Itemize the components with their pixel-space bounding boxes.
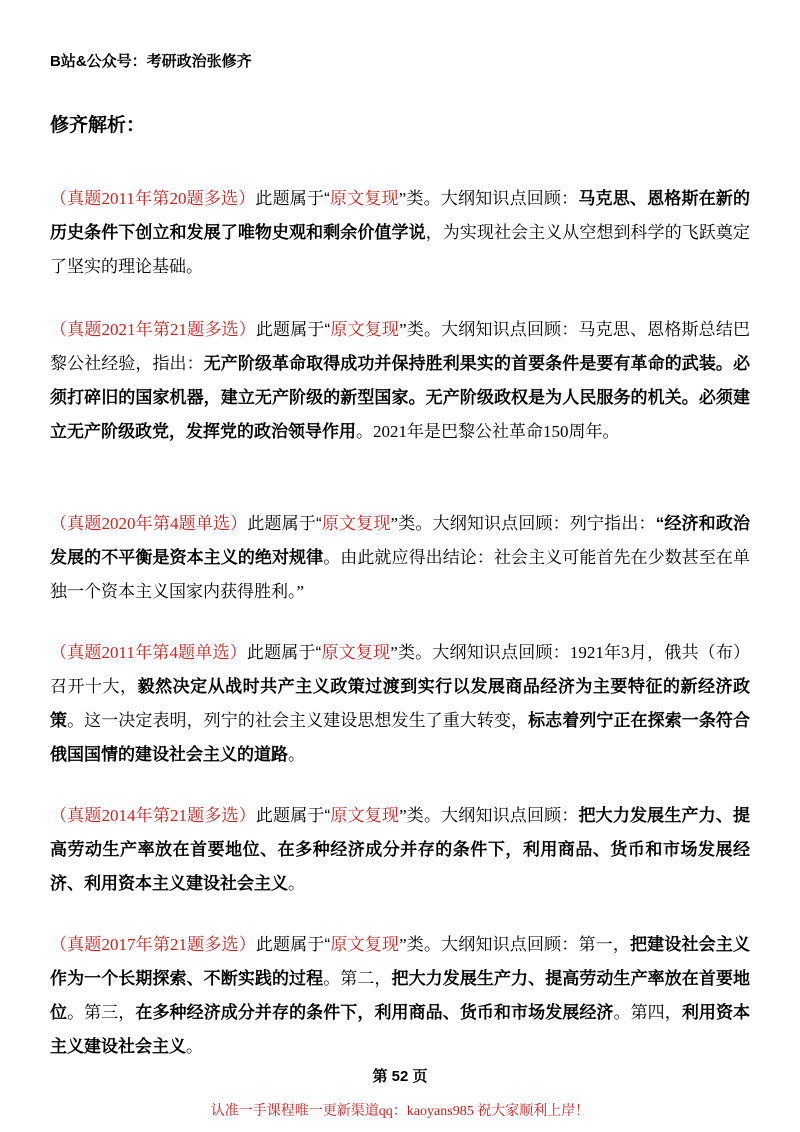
category-label: 原文复现 <box>330 320 400 339</box>
analysis-paragraph-2: （真题2021年第21题多选）此题属于“原文复现”类。大纲知识点回顾：马克思、恩格斯总结巴黎公社经验，指出：无产阶级革命取得成功并保持胜利果实的首要条件是要有革命的武装。必须打碎旧的国家机器，建立无产阶级的新型国家。无产阶级政权是为人民服务的机关。必须建立无产阶级政党，发挥党的政治领导作用。2021年是巴黎公社革命150周年。 <box>50 320 751 441</box>
category-label: 原文复现 <box>321 643 391 662</box>
analysis-paragraph-1: （真题2011年第20题多选）此题属于“原文复现”类。大纲知识点回顾：马克思、恩格斯在新的历史条件下创立和发展了唯物史观和剩余价值学说，为实现社会主义从空想到科学的飞跃奠定了坚实的理论基础。 <box>50 189 751 276</box>
footer-note: 认准一手课程唯一更新渠道qq：kaoyans985 祝大家顺利上岸！ <box>210 1104 590 1119</box>
question-tag: （真题2017年第21题多选） <box>50 935 256 954</box>
question-tag: （真题2011年第4题单选） <box>50 643 247 662</box>
section-title: 修齐解析： <box>50 115 146 136</box>
bold-text: 无产阶级革命取得成功并保持胜利果实的首要条件是要有革命的武装。必须打碎旧的国家机器，建立无产阶级的新型国家。无产阶级政权是为人民服务的机关。必须建立无产阶级政党，发挥党的政治领导作用 <box>50 354 751 441</box>
bold-text: 把大力发展生产力、提高劳动生产率放在首要地位 <box>50 969 751 1022</box>
analysis-paragraph-4: （真题2011年第4题单选）此题属于“原文复现”类。大纲知识点回顾：1921年3月，俄共（布）召开十大，毅然决定从战时共产主义政策过渡到实行以发展商品经济为主要特征的新经济政策。这一决定表明，列宁的社会主义建设思想发生了重大转变，标志着列宁正在探索一条符合俄国国情的建设社会主义的道路。 <box>50 643 751 764</box>
bold-text: 马克思、恩格斯在新的历史条件下创立和发展了唯物史观和剩余价值学说 <box>50 189 751 242</box>
bold-text: 毅然决定从战时共产主义政策过渡到实行以发展商品经济为主要特征的新经济政策 <box>50 677 751 730</box>
category-label: 原文复现 <box>321 514 391 533</box>
analysis-paragraph-5: （真题2014年第21题多选）此题属于“原文复现”类。大纲知识点回顾：把大力发展生产力、提高劳动生产率放在首要地位、在多种经济成分并存的条件下，利用商品、货币和市场发展经济、利用资本主义建设社会主义。 <box>50 806 751 893</box>
category-label: 原文复现 <box>329 189 399 208</box>
question-tag: （真题2021年第21题多选） <box>50 320 256 339</box>
bold-text: 在多种经济成分并存的条件下，利用商品、货币和市场发展经济 <box>135 1003 614 1022</box>
page-number: 第 52 页 <box>372 1068 428 1085</box>
bold-text: 把建设社会主义作为一个长期探索、不断实践的过程 <box>50 935 751 988</box>
category-label: 原文复现 <box>330 935 400 954</box>
category-label: 原文复现 <box>330 806 400 825</box>
bold-text: 把大力发展生产力、提高劳动生产率放在首要地位、在多种经济成分并存的条件下，利用商品、货币和市场发展经济、利用资本主义建设社会主义 <box>50 806 751 893</box>
question-tag: （真题2011年第20题多选） <box>50 189 256 208</box>
bold-text: 利用资本主义建设社会主义 <box>50 1003 751 1056</box>
page-header: B站&公众号：考研政治张修齐 <box>50 53 252 70</box>
analysis-paragraph-6: （真题2017年第21题多选）此题属于“原文复现”类。大纲知识点回顾：第一，把建设社会主义作为一个长期探索、不断实践的过程。第二，把大力发展生产力、提高劳动生产率放在首要地位。第三，在多种经济成分并存的条件下，利用商品、货币和市场发展经济。第四，利用资本主义建设社会主义。 <box>50 935 751 1056</box>
bold-text: “经济和政治发展的不平衡是资本主义的绝对规律 <box>50 514 751 567</box>
question-tag: （真题2020年第4题单选） <box>50 514 248 533</box>
analysis-paragraph-3: （真题2020年第4题单选）此题属于“原文复现”类。大纲知识点回顾：列宁指出：“经济和政治发展的不平衡是资本主义的绝对规律。由此就应得出结论：社会主义可能首先在少数甚至在单独一个资本主义国家内获得胜利。” <box>50 514 751 601</box>
question-tag: （真题2014年第21题多选） <box>50 806 256 825</box>
bold-text: 标志着列宁正在探索一条符合俄国国情的建设社会主义的道路 <box>50 711 751 764</box>
